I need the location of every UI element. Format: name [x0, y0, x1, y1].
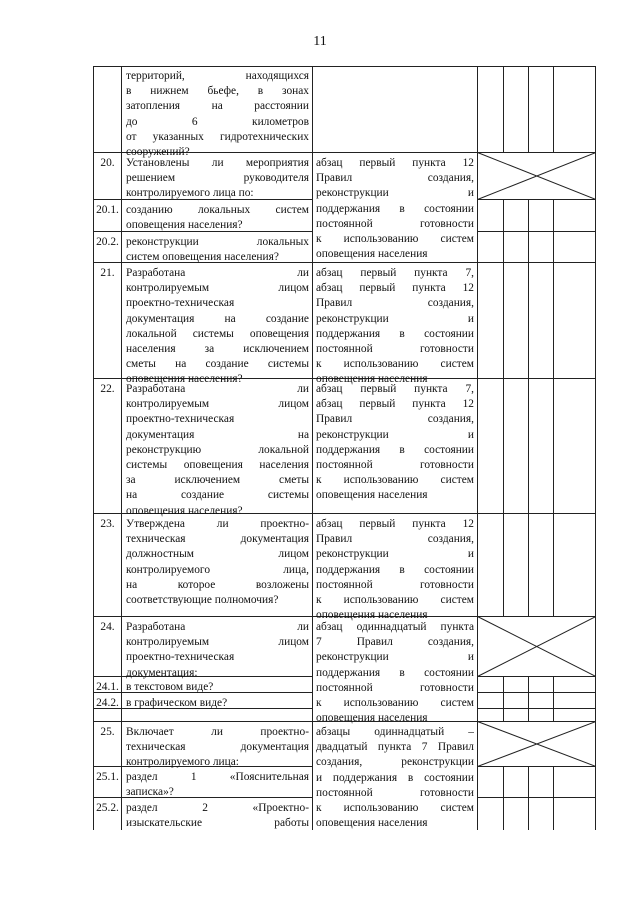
row-number: 25.2.	[96, 802, 119, 814]
row-number: 22.	[100, 383, 115, 395]
reference-text: абзац первый пункта 12 Правил создания, реконструкции и поддержания в состоянии постоянной готовности к использованию систем оповещения населения	[316, 157, 474, 261]
question-text: в текстовом виде?	[126, 681, 214, 693]
checklist-table	[93, 66, 596, 830]
question-text: реконструкции локальных систем оповещения населения?	[126, 236, 309, 264]
question-text: Разработана ли контролируемым лицом проектно-техническая документация:	[126, 621, 309, 679]
question-text: Разработана ли контролируемым лицом проектно-техническая документация на создание локальной системы оповещения населения за исключением сметы на создание системы оповещения населения?	[126, 267, 309, 386]
row-number: 24.1.	[96, 681, 119, 693]
question-text: в графическом виде?	[126, 697, 228, 709]
question-text: Включает ли проектно- техническая документация контролируемого лица:	[126, 726, 309, 769]
reference-text: абзац одиннадцатый пункта 7 Правил создания, реконструкции и поддержания в состоянии постоянной готовности к использованию систем оповещения населения	[316, 621, 474, 725]
row-number: 20.1.	[96, 204, 119, 216]
row-number: 20.2.	[96, 236, 119, 248]
reference-text: абзац первый пункта 7, абзац первый пункта 12 Правил создания, реконструкции и поддержания в состоянии постоянной готовности к использованию систем оповещения населения	[316, 383, 474, 502]
row-number: 24.	[100, 621, 115, 633]
reference-text: абзацы одиннадцатый – двадцатый пункта 7 Правил создания, реконструкции и поддержания в состоянии постоянной готовности к использованию систем оповещения населения	[316, 726, 474, 830]
question-text: раздел 2 «Проектно- изыскательские работы	[126, 802, 309, 830]
reference-text: абзац первый пункта 7, абзац первый пункта 12 Правил создания, реконструкции и поддержания в состоянии постоянной готовности к использованию систем оповещения населения	[316, 267, 474, 386]
question-text: Утверждена ли проектно- техническая документация должностным лицом контролируемого лица, на которое возложены соответствующие полномочия?	[126, 518, 309, 607]
question-text: созданию локальных систем оповещения населения?	[126, 204, 309, 232]
row-number: 21.	[100, 267, 115, 279]
page-number: 11	[313, 34, 327, 49]
row-number: 25.1.	[96, 771, 119, 783]
row-number: 20.	[100, 157, 115, 169]
row-number: 25.	[100, 726, 115, 738]
question-text: территорий, находящихся в нижнем бьефе, в зонах затопления на расстоянии до 6 километров от указанных гидротехнических сооружений?	[126, 70, 309, 159]
row-number: 24.2.	[96, 697, 119, 709]
reference-text: абзац первый пункта 12 Правил создания, реконструкции и поддержания в состоянии постоянной готовности к использованию систем оповещения населения	[316, 518, 474, 622]
question-text: раздел 1 «Пояснительная записка»?	[126, 771, 309, 799]
question-text: Установлены ли мероприятия решением руководителя контролируемого лица по:	[126, 157, 309, 200]
question-text: Разработана ли контролируемым лицом проектно-техническая документация на реконструкцию локальной системы оповещения населения за исключением сметы на создание системы оповещения населения?	[126, 383, 309, 517]
row-number: 23.	[100, 518, 115, 530]
